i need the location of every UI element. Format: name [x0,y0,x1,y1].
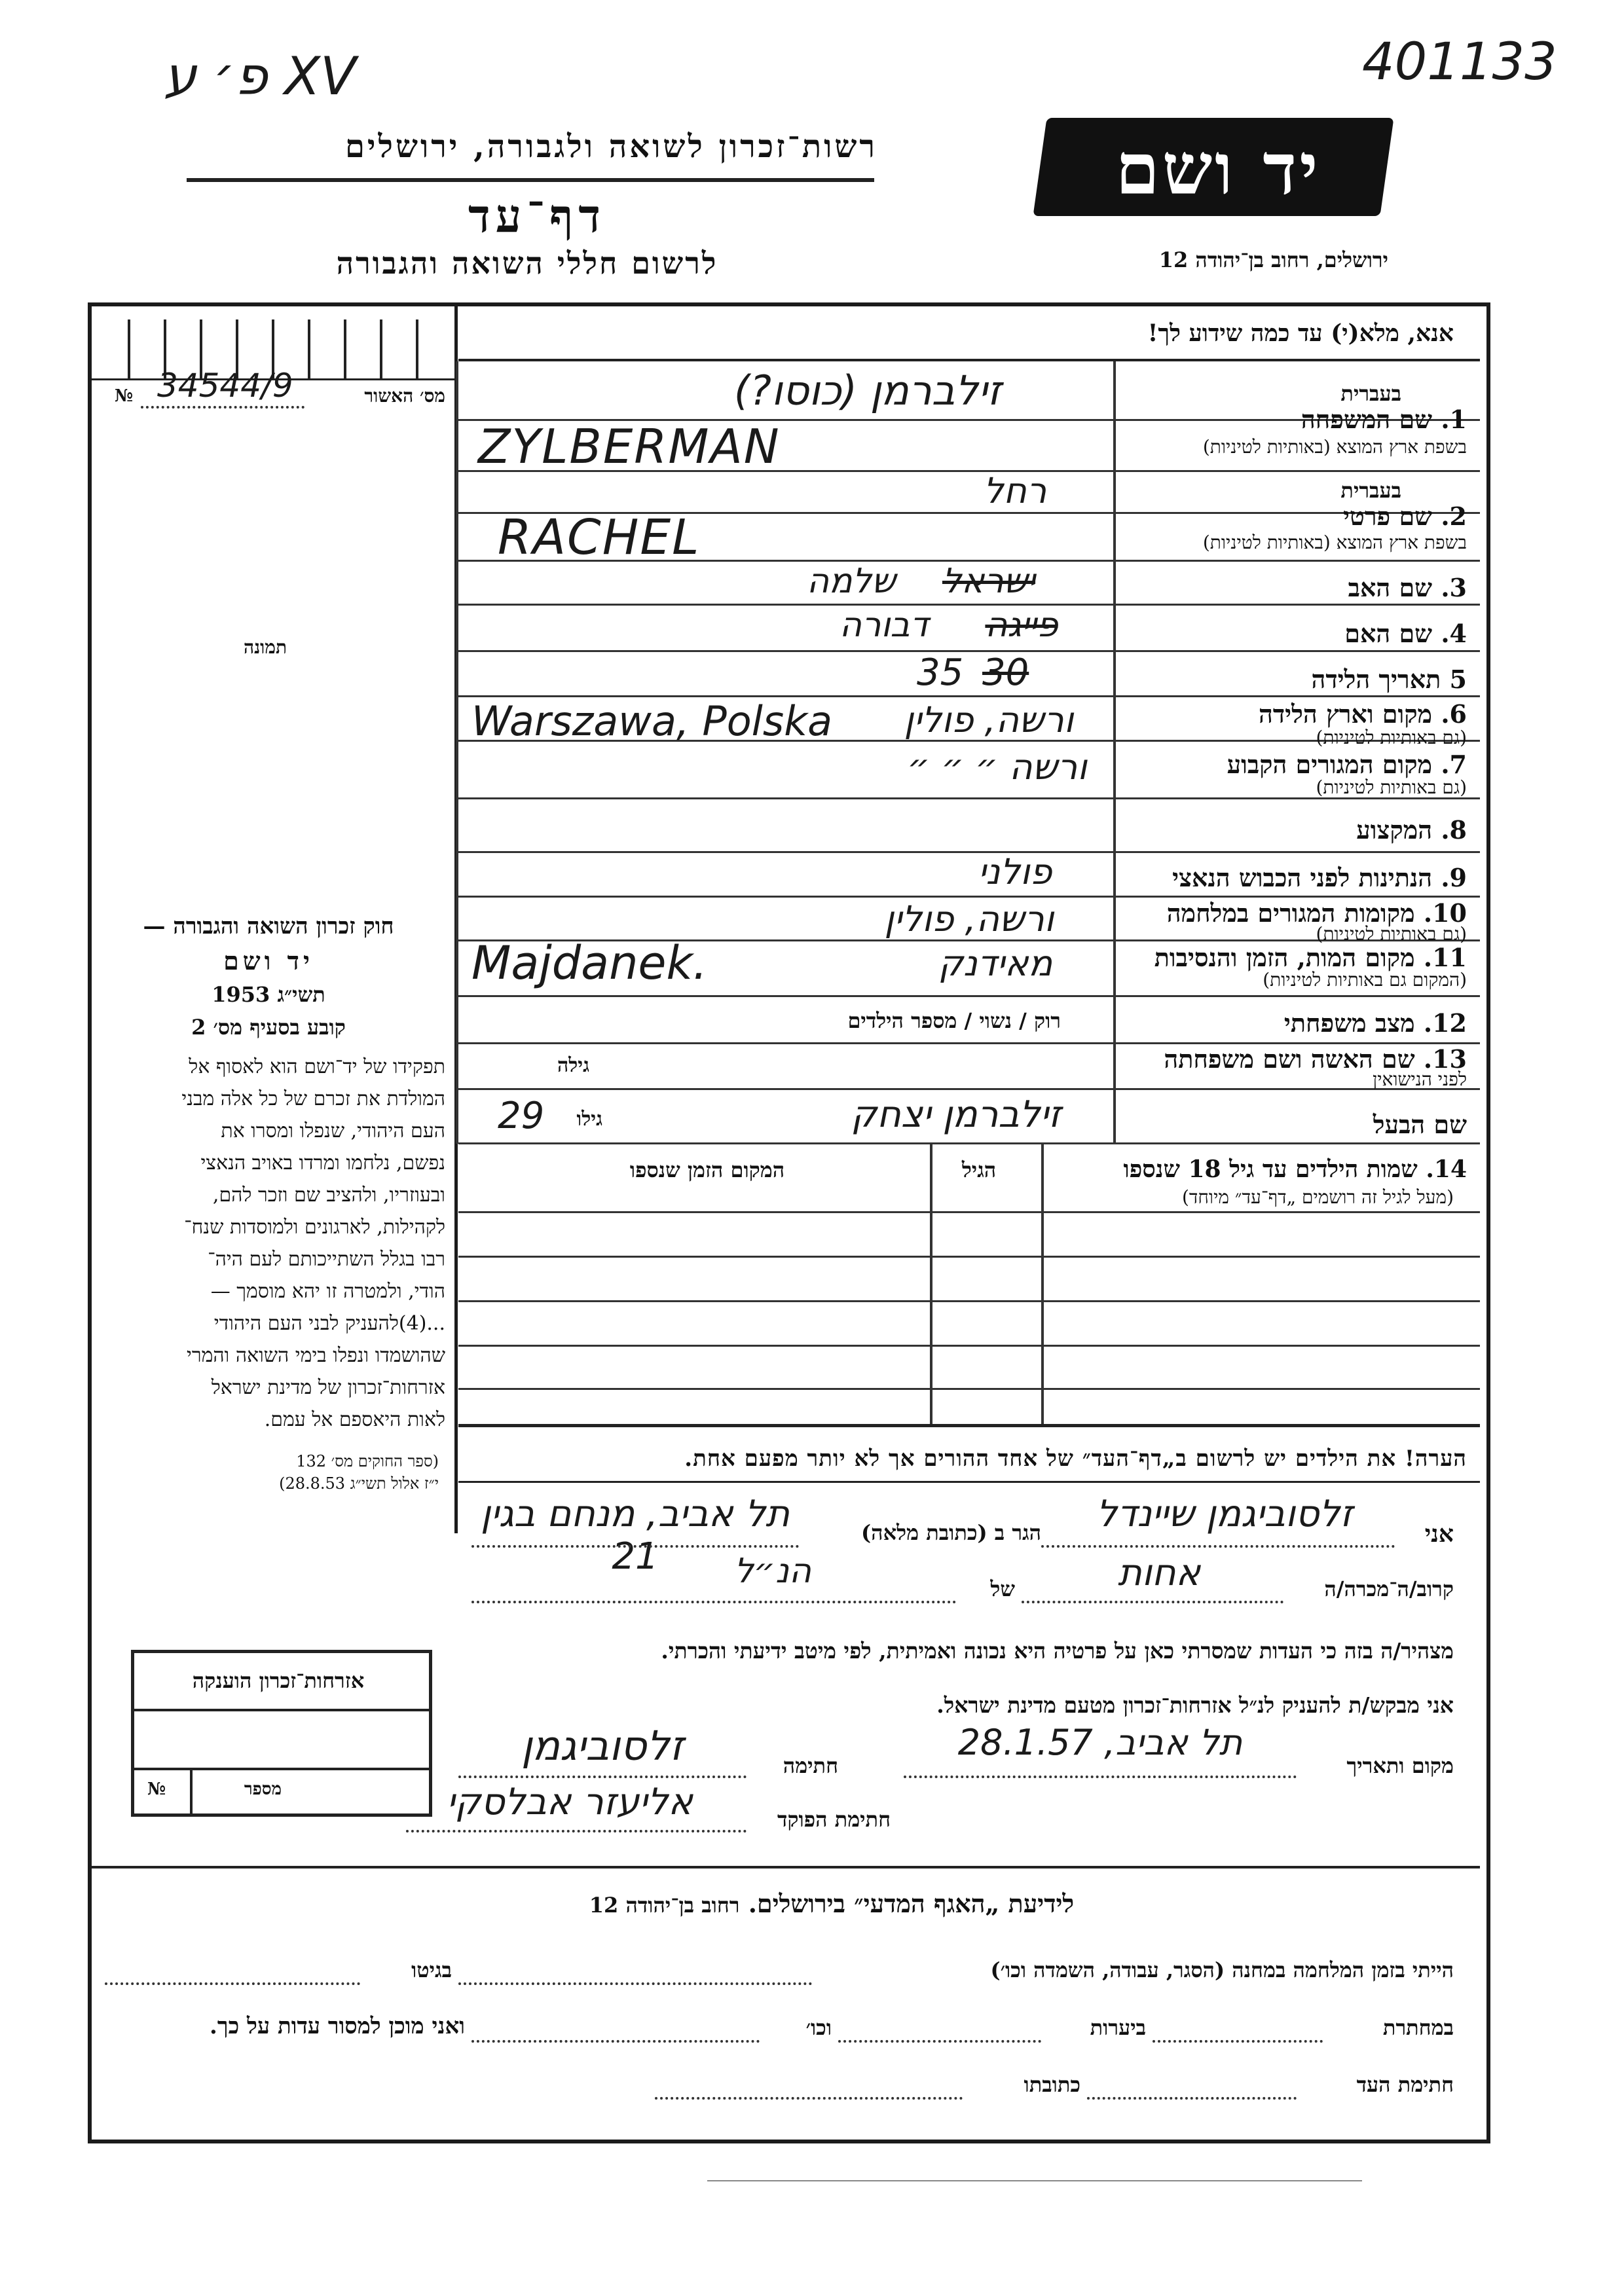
value-column-divider [456,361,458,1144]
citizenship-no-sign: № [147,1779,166,1799]
info-witness-signature-label: חתימת העד [1356,2072,1454,2097]
info-witness-address-field [655,2097,963,2100]
label-column-divider [1113,361,1116,1144]
husband-age-label: גילו [576,1108,602,1131]
children-col-divider [930,1142,932,1424]
law-logo: יד ושם [223,946,314,975]
header-address: ירושלים, רחוב בן־יהודה 12 [1158,247,1388,272]
cert-number-value: 34544/9 [157,367,293,405]
row-divider [458,650,1480,652]
law-line: אזרחות־זכרון של מדינת ישראל [211,1376,445,1399]
cert-number-line [141,406,304,409]
row-divider [458,995,1480,997]
law-line: רבו בגלל השתייכותם לעם היה־ [208,1248,445,1271]
officer-signature-label: חתימת הפוקד [777,1807,891,1832]
field-7-label: 7. מקום המגורים הקבוע [1227,750,1467,779]
instructions: אנא, מלא(י) עד כמה שידוע לך! [1147,319,1454,347]
instructions-divider [458,359,1480,361]
officer-signature-line [406,1830,747,1832]
law-title: חוק זכרון השואה והגבורה — [143,913,394,939]
relation-line [1022,1601,1283,1603]
field-11-label: 11. מקום המות, הזמן והנסיבות [1154,943,1467,972]
field-13-sublabel: לפני הנישואין [1373,1068,1467,1090]
of-label: של [990,1576,1015,1601]
info-forests-label: ביערות [1090,2015,1146,2040]
info-etc-field [471,2040,760,2043]
husband-age-value: 29 [498,1095,545,1137]
declarant-address-value: תל אביב, מנחם בגין 21 [481,1493,790,1578]
citizenship-box-divider [131,1709,432,1711]
children-col-divider [1041,1142,1044,1424]
father-name-struck-value: ישראל [942,562,1036,601]
surname-latin-value: ZYLBERMAN [478,419,781,474]
husband-name-value: זילברמן יצחק [851,1093,1061,1136]
tick-box-divider [380,319,382,378]
info-ghetto-label: בגיטו [411,1958,452,1982]
field-13-label: 13. שם האשה ושם משפחתה [1164,1044,1467,1074]
mother-name-value: דבורה [840,606,929,645]
citizenship-box-inner-divider [190,1770,193,1813]
death-place-hebrew-value: מאידנק [938,943,1053,984]
mother-name-struck-value: פייגה [985,606,1058,645]
field-4-label: 4. שם האם [1344,619,1467,648]
info-underground-label: במחתרת [1382,2015,1454,2040]
father-name-value: שלמה [807,562,896,601]
info-heading: לידיעת „האגף המדעי״ בירושלים. רחוב בן־יהודה 12 [589,1889,1075,1918]
relation-value: אחות [1117,1552,1201,1594]
children-row-divider [458,1211,1480,1213]
info-line1-label: הייתי בזמן המלחמה במחנה (הסגר, עבודה, השמדה וכו׳) [990,1958,1454,1982]
field-6-sublabel: (גם באותיות לטיניות) [1316,727,1467,748]
info-divider [92,1866,1480,1868]
info-line1-field [458,1982,812,1985]
law-reference: (ספר החוקים מס׳ 132 [296,1452,439,1470]
of-line [471,1601,956,1603]
declarant-name-value: זלסוביגמן שיינדל [1096,1493,1353,1535]
field-7-sublabel: (גם באותיות לטיניות) [1316,776,1467,798]
authority-title: רשות־זכרון לשואה ולגבורה, ירושלים [344,128,877,165]
residence-value: ורשה ״ ״ ״ [907,746,1087,788]
field-3-label: 3. שם האב [1348,573,1467,602]
law-line: לאות היאספם אל עמם. [264,1408,445,1431]
first-name-hebrew-value: רחל [983,470,1047,511]
field-10-label: 10. מקומות המגורים במלחמה [1166,898,1467,928]
field-2-label: 2. שם פרטי [1342,501,1467,531]
cert-number-label: מס׳ האשור [364,385,445,407]
law-line: נפשם, נלחמו ומרדו באויב הנאצי [200,1152,445,1175]
death-place-latin-value: Majdanek. [471,936,708,990]
officer-signature-value: אליעזר אבלסקי [447,1781,693,1823]
place-date-label: מקום ותאריך [1346,1753,1454,1778]
of-value: הנ״ל [734,1552,811,1591]
page-bottom-mark [707,2180,1362,2181]
children-label: 14. שמות הילדים עד גיל 18 שנספו [1123,1156,1467,1183]
law-text [98,1051,445,1436]
tick-box-divider [308,319,310,378]
authority-underline [187,178,874,182]
signature-value: זלסוביגמן [521,1722,684,1770]
children-row-divider [458,1256,1480,1258]
field-1-label: 1. שם המשפחה [1301,405,1467,434]
field-2-latin-sublabel: בשפת ארץ המוצא (באותיות לטיניות) [1202,532,1467,553]
wartime-residence-value: ורשה, פולין [884,898,1054,939]
law-line: ובעוזריו, ולהציב שם וזכר להם, [212,1184,445,1207]
field-12-label: 12. מצב משפחתי [1283,1008,1467,1038]
field-9-label: 9. הנתינות לפני הכבוש הנאצי [1172,863,1467,892]
law-line: המולדת את זכרם של כל אלה מבני [181,1087,445,1110]
children-note: הערה! את הילדים יש לרשום ב„דף־העד״ של אחד ההורים אך לא יותר מפעם אחת. [684,1446,1467,1472]
info-witness-address-label: כתובתו [1024,2072,1080,2097]
info-witness-signature-field [1087,2097,1297,2100]
info-underground-field [1153,2040,1323,2043]
declaration-statement: מצהיר/ה בזה כי העדות שמסרתי כאן על פרטיה היא נכונה ואמיתית, לפי מיטב ידיעתי והכרתי. [661,1638,1454,1664]
info-etc-label: וכו׳ [805,2015,832,2040]
children-table-bottom [458,1424,1480,1427]
place-date-value: תל אביב, 28.1.57 [957,1722,1243,1763]
corner-note-right: 401133 [1362,33,1557,92]
children-row-divider [458,1388,1480,1390]
law-line: העם היהודי, שנפלו ומסרו את [221,1120,445,1142]
photo-label: תמונה [243,636,287,658]
form-title: דף־עד [468,189,606,243]
field-1-latin-sublabel: בשפת ארץ המוצא (באותיות לטיניות) [1202,436,1467,458]
law-line: שהושמדו ונפלו בימי השואה והמרי [186,1344,445,1367]
yad-vashem-logo: יד ושם [1115,128,1321,211]
citizenship-box-title: אזרחות־זכרון הוענקה [192,1668,365,1693]
info-testimony-label: ואני מוכן למסור עדות על כך. [210,2013,465,2039]
birth-date-value: 35 [917,651,964,694]
law-line: לקהילות, לארגונים ולמוסדות שנח־ [184,1216,445,1239]
info-ghetto-field [105,1982,360,1985]
tick-box-divider [344,319,346,378]
birthplace-hebrew-value: ורשה, פולין [904,699,1074,740]
field-8-label: 8. המקצוע [1356,815,1467,845]
declaration-resides-label: הגר ב (כתובת מלאה) [861,1520,1041,1545]
law-reference-date: י״ז אלול תשי״ג 28.8.53) [279,1474,439,1493]
marital-status-options: רוק / נשוי / מספר הילדים [847,1008,1061,1033]
field-11-sublabel: (המקום גם באותיות לטיניות) [1263,969,1467,991]
field-10-sublabel: (גם באותיות לטיניות) [1316,923,1467,945]
info-forests-field [838,2040,1041,2043]
wife-age-label: גילה [557,1054,589,1077]
children-row-divider [458,1300,1480,1302]
corner-note-left: פ׳ ע XV [164,46,356,107]
field-2-hebrew-sublabel: בעברית [1340,478,1401,503]
first-name-latin-value: RACHEL [498,509,701,566]
birthplace-latin-value: Warszawa, Polska [471,697,833,745]
declaration-ani: אני [1424,1520,1454,1548]
place-date-line [904,1776,1297,1778]
declaration-request: אני מבקש/ת להעניק לנ״ל אזרחות־זכרון מטעם מדינת ישראל. [936,1692,1454,1718]
signature-label: חתימה [783,1753,838,1778]
law-year: תשי״ג 1953 [212,982,325,1007]
signature-line [458,1776,747,1778]
children-row-divider [458,1345,1480,1347]
field-5-label: 5 תאריך הלידה [1311,665,1467,694]
declarant-name-line [1041,1545,1395,1548]
children-age-header: הגיל [961,1157,997,1182]
citizenship-number-label: מספר [244,1779,282,1799]
row-divider [458,896,1480,898]
row-divider [458,1142,1480,1144]
relative-label: קרוב/ה־מכרה/ה [1324,1576,1454,1601]
children-place-header: המקום הזמן שנספו [629,1157,785,1182]
declarant-address-line [471,1545,799,1548]
note-divider [458,1481,1480,1483]
law-line: ...(4)להעניק לבני העם היהודי [213,1312,445,1335]
law-line: תפקידו של יד־ושם הוא לאסוף אל [189,1055,445,1078]
law-clause: קובע בסעיף מס׳ 2 [191,1015,346,1040]
tick-box-divider [416,319,418,378]
citizenship-box-divider [131,1768,432,1770]
cert-no-sign: № [115,386,134,406]
law-line: הודי, ולמטרה זו יהא מוסמך — [210,1280,445,1303]
tick-box-divider [128,319,130,378]
birth-date-struck-value: 30 [982,651,1029,694]
field-1-hebrew-sublabel: בעברית [1340,381,1401,406]
children-sublabel: (מעל לגיל זה רושמים „דף־עד״ מיוחד) [1181,1186,1454,1208]
nationality-value: פולני [978,851,1052,892]
surname-hebrew-value: זילברמן (כוסו?) [733,367,1002,414]
field-6-label: 6. מקום וארץ הלידה [1259,699,1467,729]
husband-label: שם הבעל [1373,1110,1467,1139]
form-subtitle: לרשום חללי השואה והגבורה [336,246,718,281]
